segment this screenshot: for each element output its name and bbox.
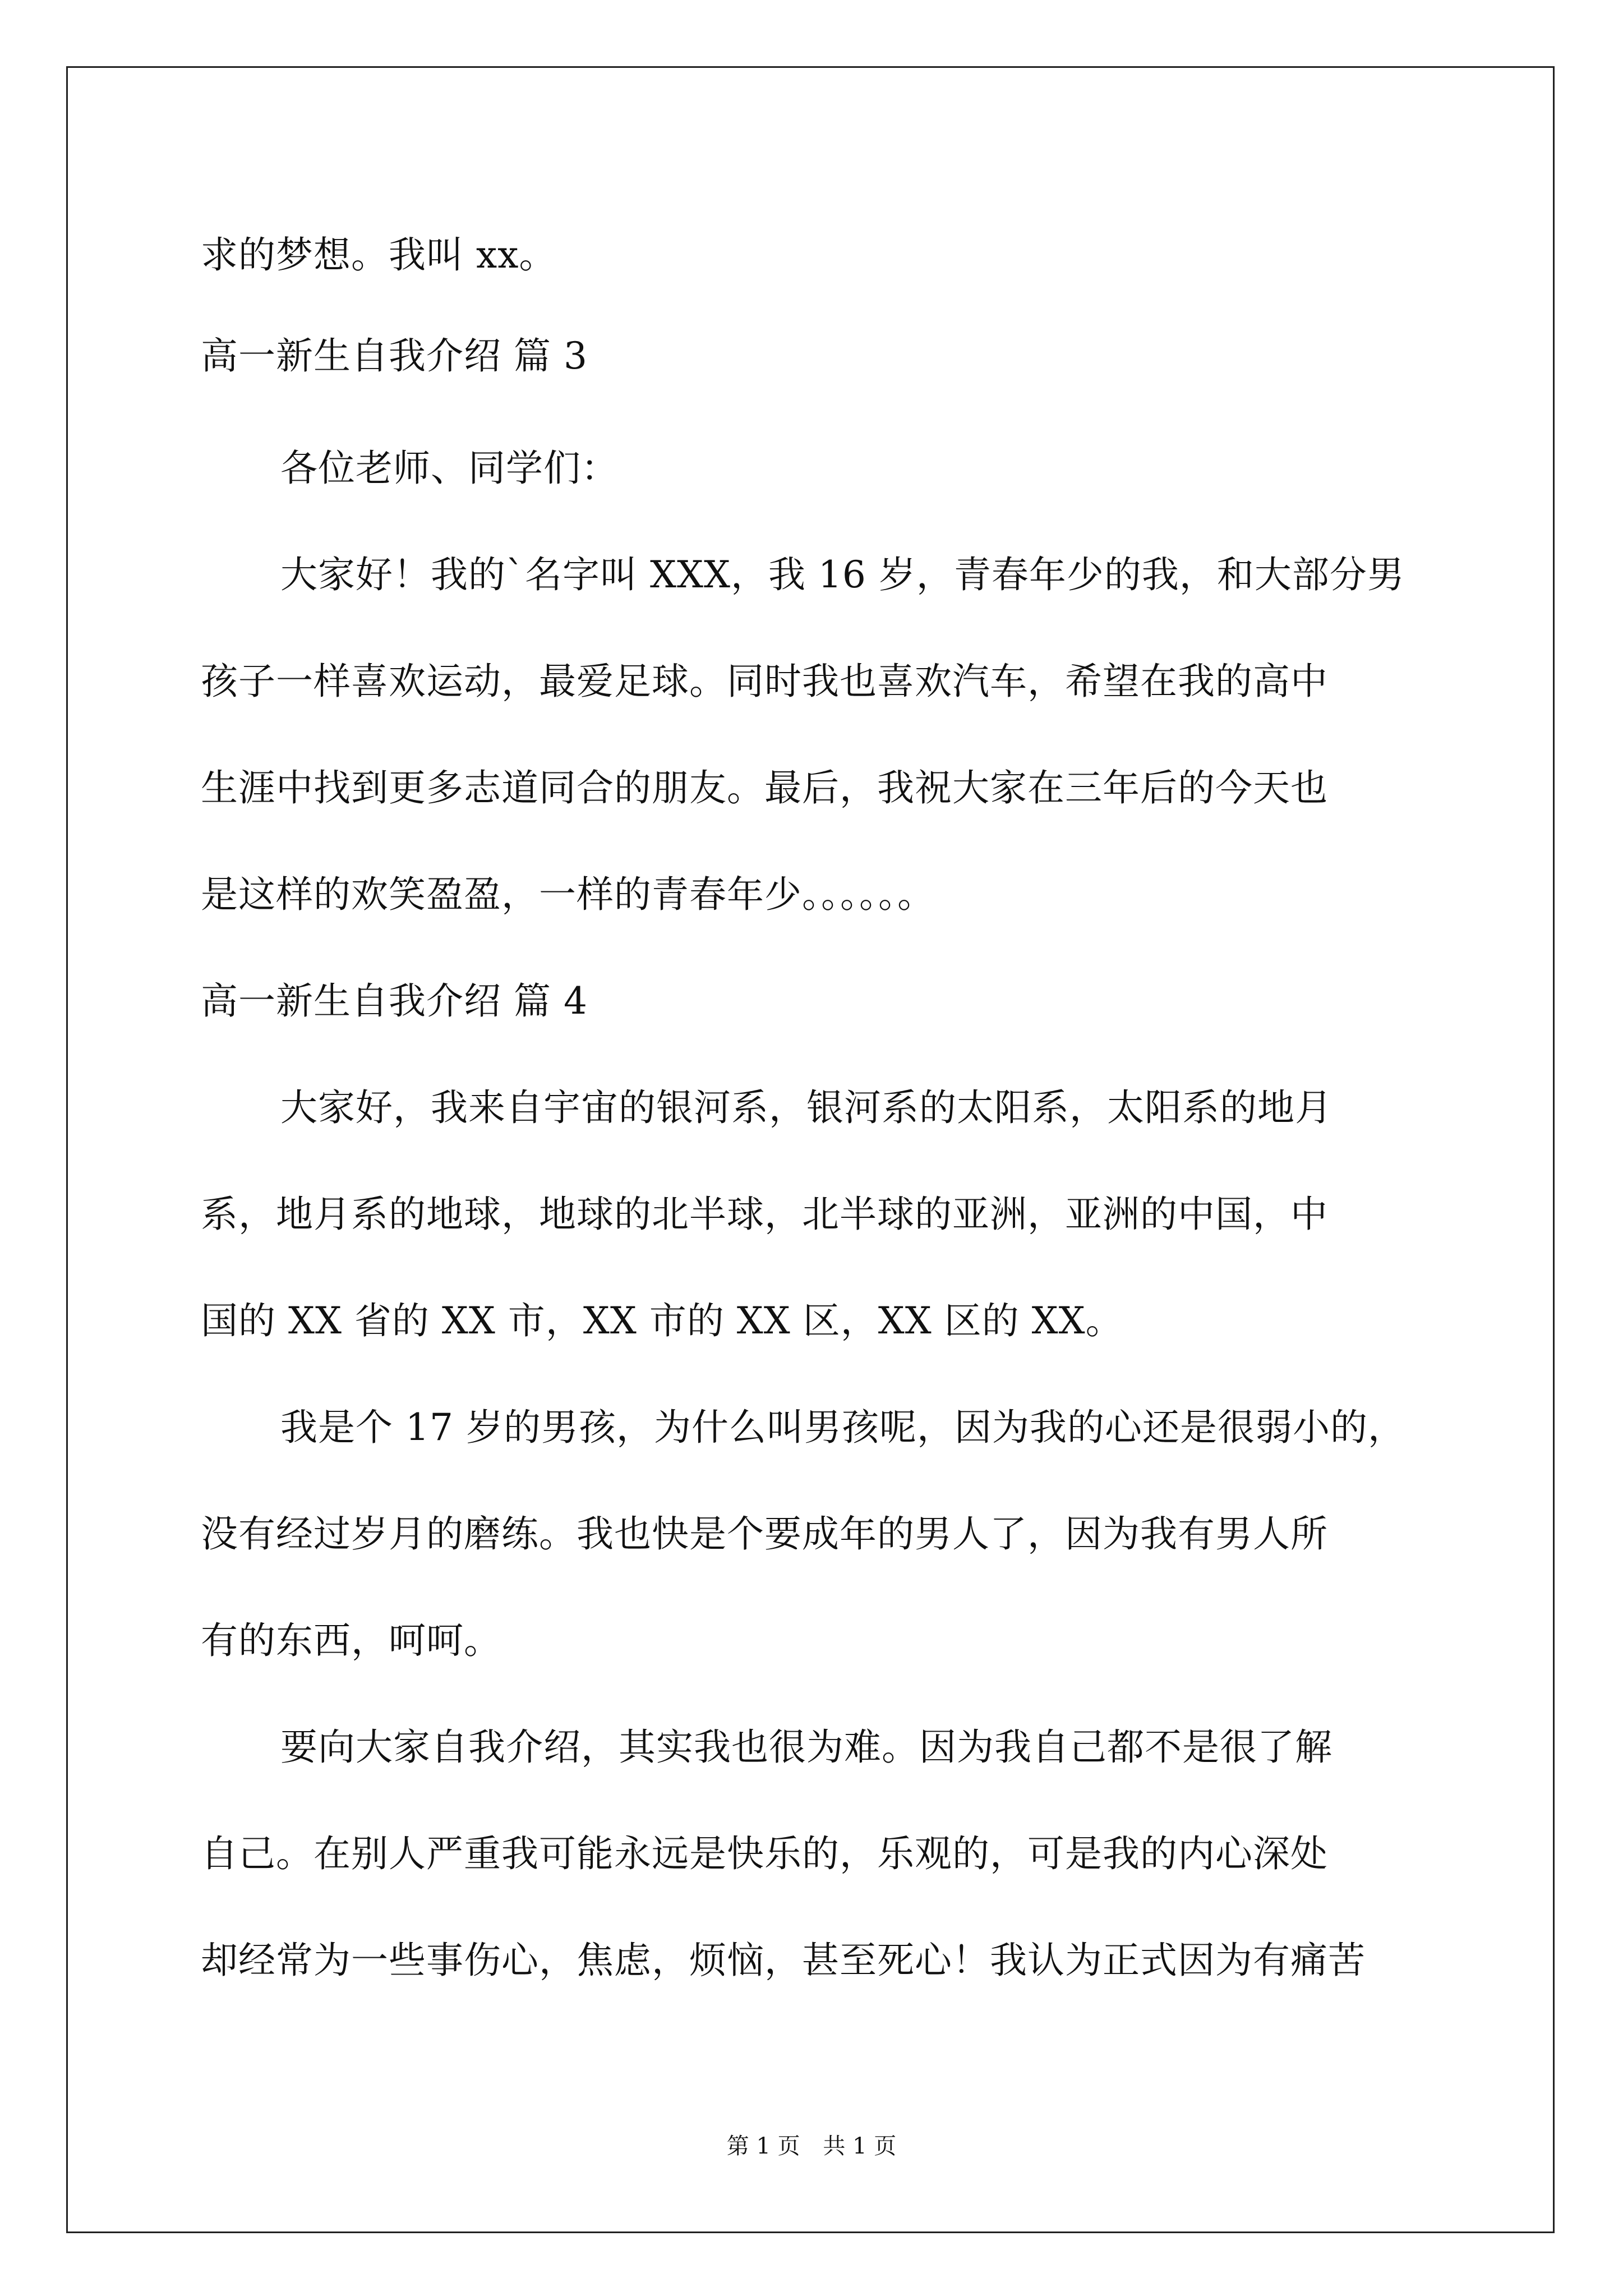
page-footer: [0, 2135, 1623, 2157]
section-heading-4: 高一新生自我介绍 篇 4: [201, 979, 588, 1023]
page-border: [66, 66, 1555, 2233]
section-heading-3: 高一新生自我介绍 篇 3: [201, 334, 588, 378]
paragraph-line: 系，地月系的地球，地球的北半球，北半球的亚洲，亚洲的中国，中: [201, 1193, 1328, 1236]
page-number: 第 1 页: [726, 2133, 800, 2159]
paragraph-line: 没有经过岁月的磨练。我也快是个要成年的男人了，因为我有男人所: [201, 1512, 1328, 1556]
paragraph-line: 大家好！我的`名字叫 XXX，我 16 岁，青春年少的我，和大部分男: [280, 553, 1405, 596]
paragraph-line: 却经常为一些事伤心，焦虑，烦恼，甚至死心！我认为正式因为有痛苦: [201, 1939, 1366, 1982]
paragraph-line: 孩子一样喜欢运动，最爱足球。同时我也喜欢汽车，希望在我的高中: [201, 660, 1328, 703]
paragraph-line: 生涯中找到更多志道同合的朋友。最后，我祝大家在三年后的今天也: [201, 766, 1328, 809]
salutation: 各位老师、同学们：: [280, 447, 619, 490]
paragraph-line: 是这样的欢笑盈盈，一样的青春年少。。。。。。: [201, 873, 935, 916]
paragraph-line: 自己。在别人严重我可能永远是快乐的，乐观的，可是我的内心深处: [201, 1832, 1328, 1875]
paragraph-line: 要向大家自我介绍，其实我也很为难。因为我自己都不是很了解: [280, 1726, 1332, 1769]
paragraph-line: 有的东西，呵呵。: [201, 1619, 501, 1662]
paragraph-line: 我是个 17 岁的男孩，为什么叫男孩呢，因为我的心还是很弱小的，: [280, 1406, 1405, 1449]
paragraph-line: 大家好，我来自宇宙的银河系，银河系的太阳系，太阳系的地月: [280, 1086, 1332, 1129]
paragraph-line: 国的 XX 省的 XX 市，XX 市的 XX 区，XX 区的 XX。: [201, 1299, 1123, 1342]
page-total: 共 1 页: [823, 2133, 897, 2159]
paragraph-line: 求的梦想。我叫 xx。: [201, 233, 557, 277]
